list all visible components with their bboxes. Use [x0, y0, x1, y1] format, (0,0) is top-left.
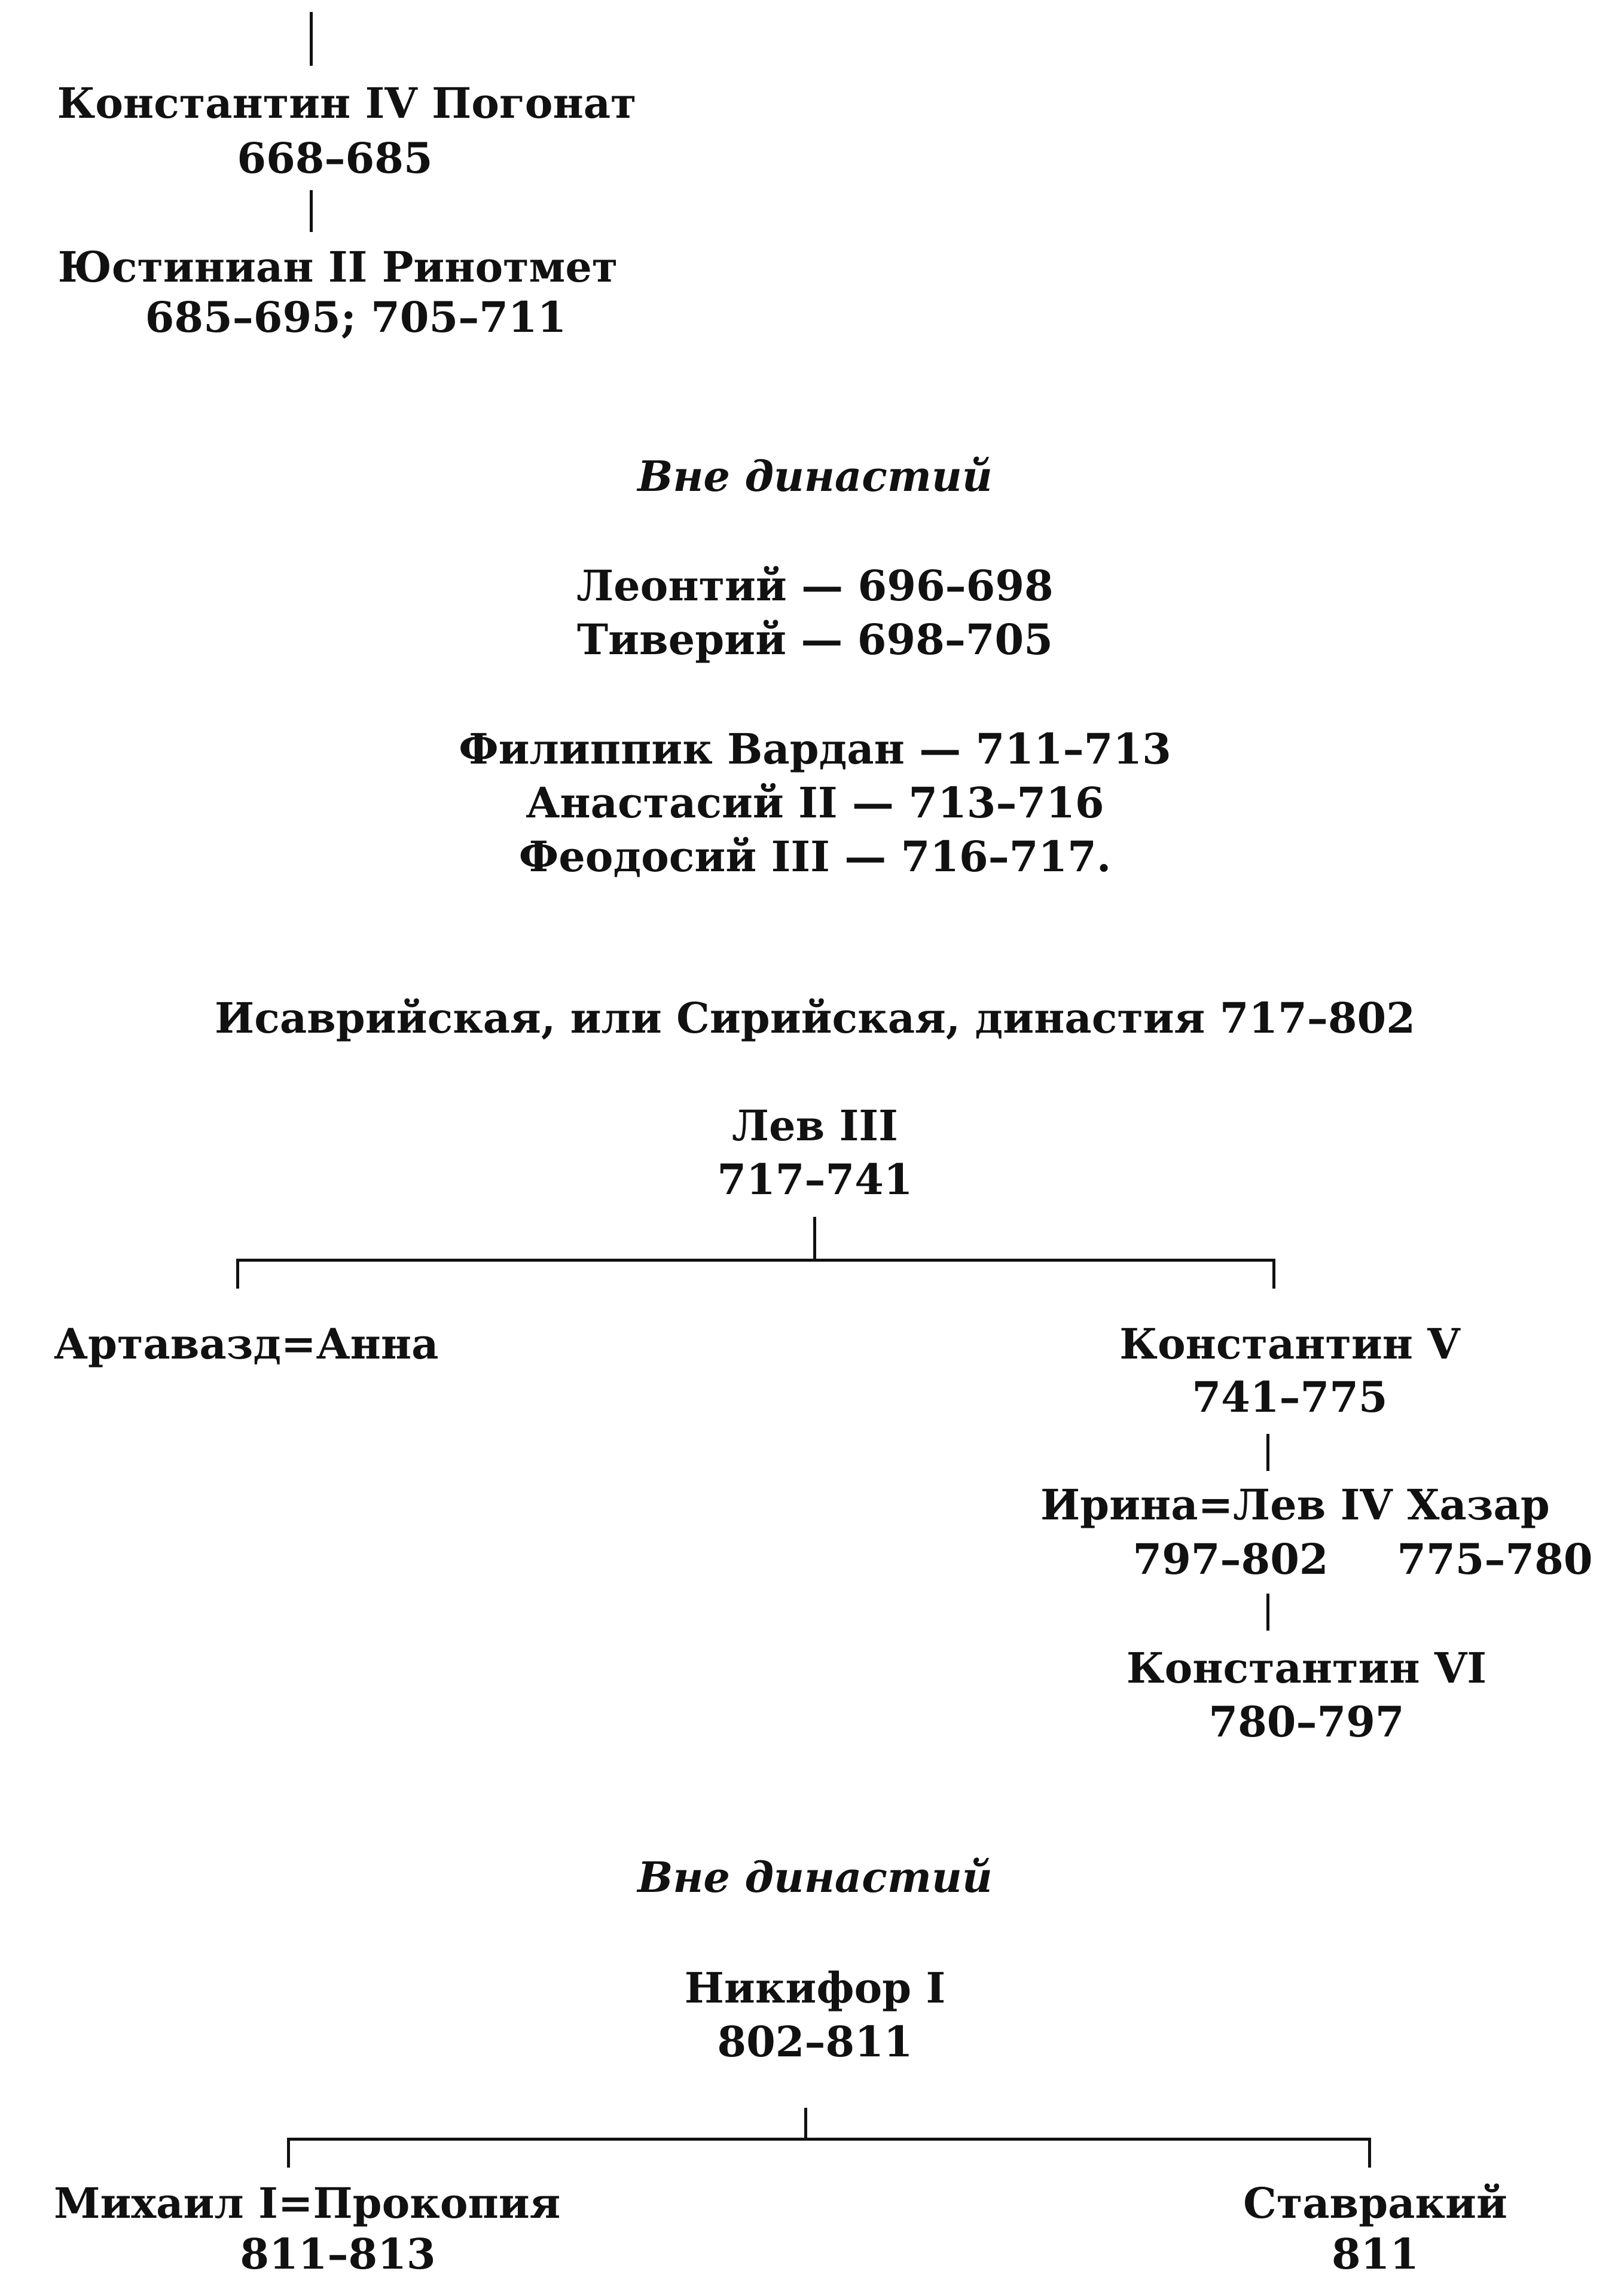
- ruler-entry: Анастасий II — 713–716: [526, 778, 1104, 828]
- reign-years: 802–811: [717, 2017, 913, 2067]
- connector-line: [1266, 1434, 1269, 1471]
- person-name: Ирина=Лев IV Хазар: [1040, 1480, 1550, 1530]
- person-name: Никифор I: [684, 1963, 946, 2013]
- dynasty-heading: Исаврийская, или Сирийская, династия 717–802: [215, 993, 1415, 1043]
- ruler-entry: Леонтий — 696–698: [576, 561, 1054, 611]
- reign-years: 811–813: [240, 2229, 436, 2279]
- reign-years: 717–741: [717, 1155, 913, 1204]
- person-name: Лев III: [732, 1101, 898, 1150]
- reign-years: 668–685: [237, 133, 433, 183]
- connector-line: [1272, 1259, 1275, 1289]
- connector-line: [1368, 2138, 1371, 2168]
- person-name: Константин V: [1119, 1319, 1460, 1369]
- connector-line: [804, 2108, 807, 2139]
- bracket-line: [236, 1259, 1275, 1262]
- ruler-entry: Феодосий III — 716–717.: [518, 832, 1112, 881]
- person-name: Константин IV Погонат: [57, 78, 637, 128]
- section-heading: Вне династий: [637, 1852, 993, 1902]
- connector-line: [310, 190, 313, 232]
- person-name: Юстиниан II Ринотмет: [57, 242, 618, 292]
- person-name: Артавазд=Анна: [54, 1319, 439, 1369]
- section-heading: Вне династий: [637, 451, 993, 501]
- reign-years: 685–695; 705–711: [145, 292, 567, 342]
- reign-years: 811: [1331, 2229, 1420, 2279]
- connector-line: [813, 1217, 816, 1260]
- ruler-entry: Филиппик Вардан — 711–713: [459, 724, 1171, 774]
- person-name: Ставракий: [1243, 2178, 1507, 2228]
- bracket-line: [287, 2138, 1371, 2141]
- person-name: Константин VI: [1126, 1643, 1487, 1693]
- person-name: Михаил I=Прокопия: [54, 2178, 561, 2228]
- connector-line: [1266, 1594, 1269, 1631]
- reign-years: 741–775: [1192, 1372, 1388, 1422]
- reign-years: 775–780: [1397, 1534, 1593, 1584]
- connector-line: [310, 12, 313, 66]
- connector-line: [287, 2138, 290, 2168]
- reign-years: 797–802: [1132, 1534, 1329, 1584]
- connector-line: [236, 1259, 239, 1289]
- reign-years: 780–797: [1208, 1697, 1405, 1747]
- ruler-entry: Тиверий — 698–705: [577, 615, 1053, 664]
